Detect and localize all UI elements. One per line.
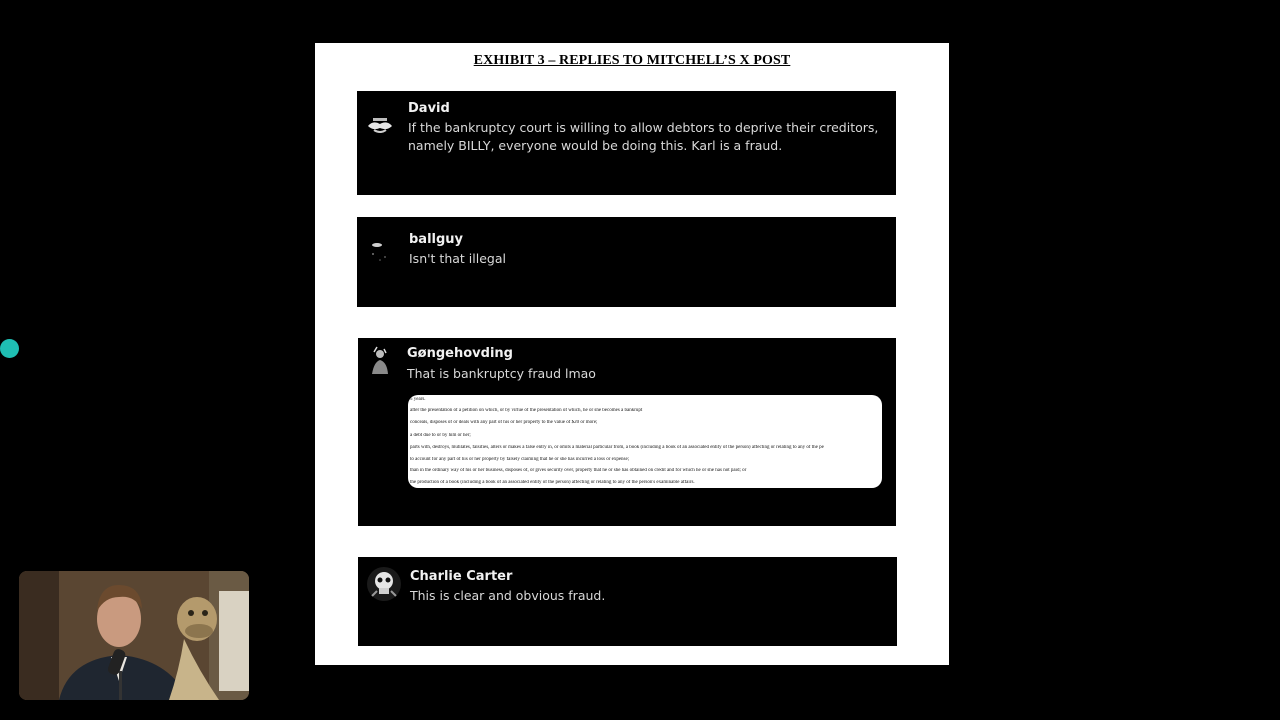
exhibit-title: EXHIBIT 3 – REPLIES TO MITCHELL’S X POST [473, 53, 791, 68]
reply-username: ballguy [409, 232, 464, 247]
presenter-video-icon [19, 571, 249, 700]
reply-username: Charlie Carter [410, 569, 513, 584]
document-line: the production of a book (including a book of an associated entity of the person) affecting or relating to any of the person's examinable affairs. [410, 480, 695, 485]
document-line: conceals, disposes of or deals with any part of his or her property to the value of $20 or more; [410, 420, 598, 425]
reply-text [408, 119, 893, 155]
reply-card-ballguy [357, 217, 896, 307]
mustache-avatar-icon [363, 109, 397, 143]
document-line: a debt due to or by him or her; [410, 433, 471, 438]
reply-card-david [357, 91, 896, 195]
document-line: than in the ordinary way of his or her business, disposes of, or gives security over, property that he or she has obtained on credit and for which he or she has not paid; or [410, 468, 747, 473]
reply-text: Isn't that illegal [409, 251, 506, 266]
reply-card-gongehovding [358, 338, 896, 526]
reply-card-charlie-carter [358, 557, 897, 646]
dark-avatar-icon [363, 233, 397, 267]
reply-text-line: namely BILLY, everyone would be doing this. Karl is a fraud. [408, 138, 783, 153]
document-line: after the presentation of a petition on which, or by virtue of the presentation of which, he or she becomes a bankrupt [410, 408, 643, 413]
reply-text: This is clear and obvious fraud. [410, 588, 606, 603]
cursor-indicator-dot [0, 339, 19, 358]
document-line: parts with, destroys, mutilates, falsifies, alters or makes a false entry in, or omits a material particular from, a book (including a book of an associated entity of the person) affecting or relating to any of the pe [410, 445, 824, 450]
reply-text: That is bankruptcy fraud lmao [407, 366, 596, 381]
document-line: to account for any part of his or her property by falsely claiming that he or she has incurred a loss or expense; [410, 457, 630, 462]
webcam-overlay [19, 571, 249, 700]
reply-username: David [408, 101, 450, 116]
reply-text-line: If the bankruptcy court is willing to allow debtors to deprive their creditors, [408, 120, 879, 135]
reply-username: Gøngehovding [407, 346, 513, 361]
skull-avatar-icon [367, 567, 401, 601]
document-line: 5 years. [410, 397, 426, 402]
attached-document-image[interactable] [408, 395, 882, 488]
silhouette-avatar-icon [362, 344, 396, 378]
exhibit-page [315, 43, 949, 665]
